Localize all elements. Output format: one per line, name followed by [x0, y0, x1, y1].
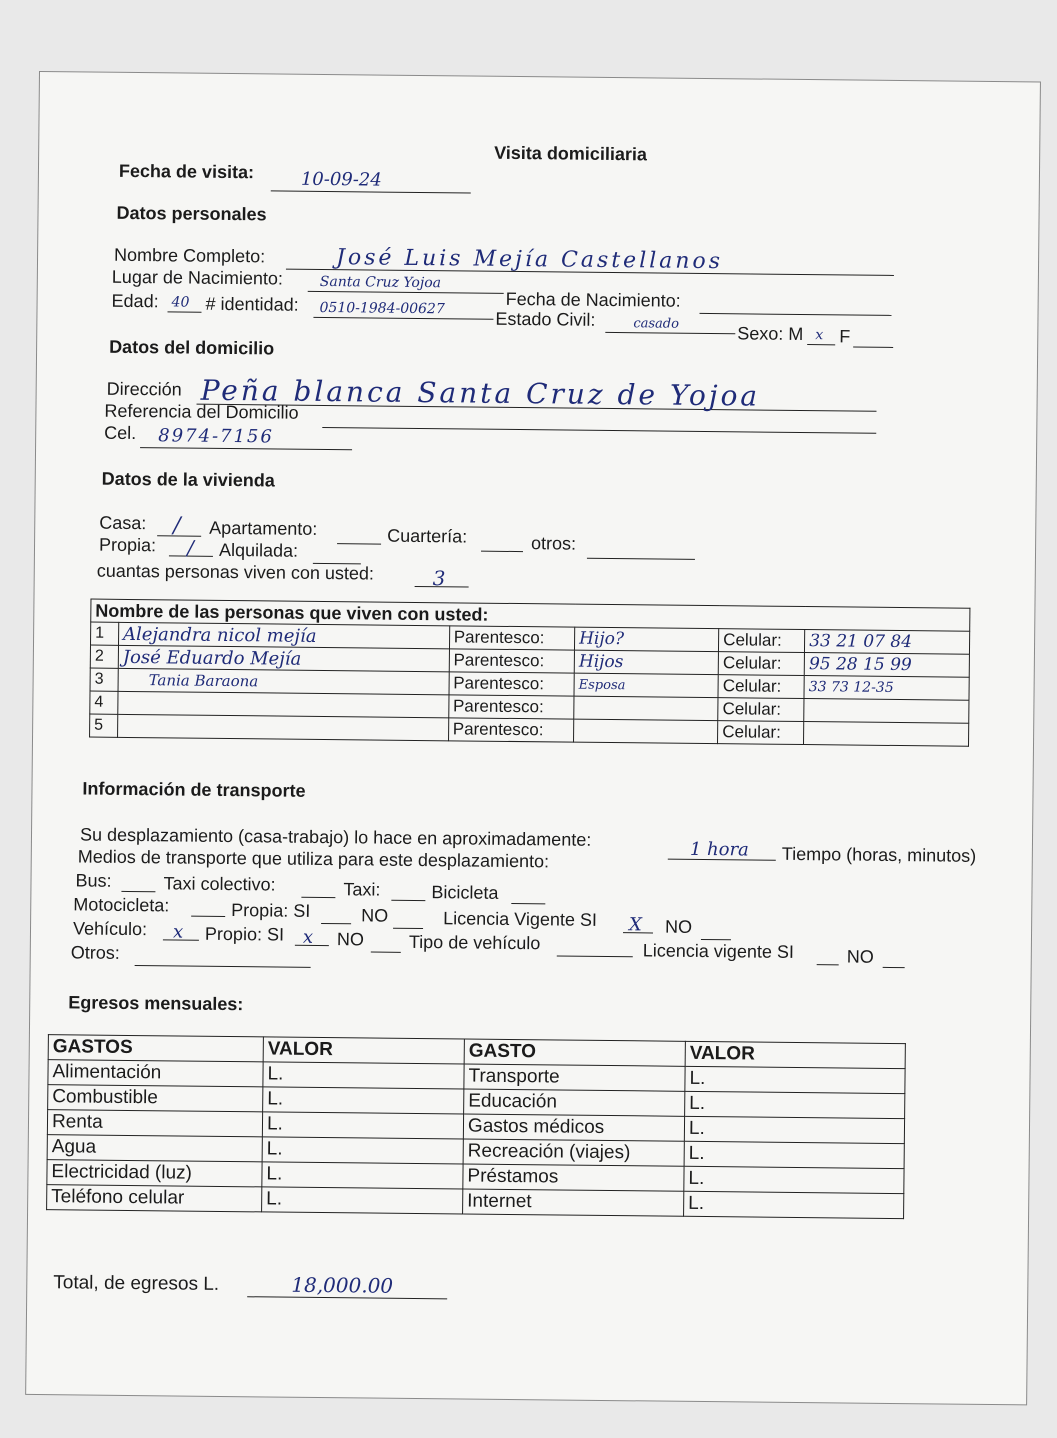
- expense-item: Transporte: [464, 1064, 685, 1091]
- taxi-col-line: [301, 879, 335, 898]
- expenses-heading: Egresos mensuales:: [68, 992, 244, 1015]
- house-label: Casa:: [99, 512, 147, 534]
- others-line: [587, 540, 695, 560]
- transport-others-label: Otros:: [70, 942, 120, 963]
- birthdate-line: [700, 297, 892, 316]
- form-sheet: [26, 72, 1040, 1404]
- moto-own-line: [321, 905, 351, 924]
- others-label: otros:: [530, 533, 577, 554]
- expense-item: Renta: [47, 1110, 262, 1137]
- visit-date-label: Fecha de visita:: [118, 160, 255, 183]
- resident-phone: [804, 722, 969, 747]
- commute-unit: Tiempo (horas, minutos): [781, 843, 977, 866]
- relation-label: Parentesco:: [448, 695, 574, 719]
- vehicle-own-mark: x: [302, 926, 314, 948]
- expense-value: L.: [263, 1087, 464, 1114]
- id-line: [313, 299, 493, 320]
- vehicle-type-label: Tipo de vehículo: [408, 931, 541, 954]
- expense-item: Educación: [464, 1089, 685, 1116]
- license-label: Licencia Vigente SI: [443, 908, 598, 930]
- expenses-table: [46, 1034, 906, 1219]
- taxi-line: [391, 882, 425, 901]
- id-label: # identidad:: [205, 293, 299, 315]
- row-number: 3: [90, 668, 118, 691]
- commute-line: [668, 839, 776, 861]
- expense-value: L.: [685, 1066, 905, 1093]
- col-gasto: GASTO: [464, 1039, 685, 1066]
- vehicle-license-no-line: [883, 949, 905, 968]
- relation-label: Parentesco:: [449, 649, 575, 673]
- row-number: 5: [90, 714, 118, 737]
- relation-label: Parentesco:: [448, 718, 574, 742]
- celular-label: Celular:: [718, 652, 804, 676]
- vehicle-no-line: [371, 934, 401, 953]
- own-mark: /: [186, 535, 194, 560]
- age-value: 40: [171, 294, 190, 311]
- house-mark: /: [173, 513, 181, 539]
- celular-label: Celular:: [718, 721, 804, 745]
- people-value: 3: [432, 566, 446, 591]
- resident-relation: [574, 719, 718, 744]
- bike-line: [511, 885, 545, 904]
- celular-label: Celular:: [718, 675, 804, 699]
- birthplace-value: Santa Cruz Yojoa: [319, 273, 442, 292]
- moto-no-line: [393, 910, 423, 929]
- vehicle-label: Vehículo:: [72, 918, 148, 940]
- address-value: Peña blanca Santa Cruz de Yojoa: [200, 373, 761, 413]
- name-line: [286, 245, 894, 276]
- bus-line: [121, 873, 155, 892]
- civil-line: [605, 314, 735, 334]
- reference-label: Referencia del Domicilio: [104, 400, 299, 423]
- vehicle-own-line: [295, 927, 329, 946]
- house-line: [157, 513, 201, 539]
- room-label: Cuartería:: [387, 525, 468, 547]
- vehicle-mark: x: [172, 921, 184, 943]
- age-line: [167, 293, 201, 312]
- relation-label: Parentesco:: [449, 626, 575, 650]
- expense-value: L.: [685, 1091, 905, 1118]
- moto-line: [191, 898, 225, 917]
- name-value: José Luis Mejía Castellanos: [335, 245, 724, 275]
- moto-no-label: NO: [361, 905, 389, 926]
- expense-item: Gastos médicos: [463, 1114, 684, 1141]
- transport-heading: Información de transporte: [82, 778, 306, 801]
- vehicle-line: [163, 921, 199, 943]
- expense-item: Electricidad (luz): [47, 1160, 262, 1187]
- id-value: 0510-1984-00627: [319, 299, 445, 318]
- address-label: Dirección: [106, 378, 182, 400]
- housing-heading: Datos de la vivienda: [101, 468, 275, 491]
- phone-line: [140, 425, 352, 450]
- expense-value: L.: [262, 1112, 463, 1139]
- commute-value: 1 hora: [689, 838, 749, 861]
- expense-item: Recreación (viajes): [463, 1139, 684, 1166]
- taxi-col-label: Taxi colectivo:: [163, 873, 276, 895]
- total-value: 18,000.00: [291, 1272, 394, 1298]
- resident-relation: [574, 696, 718, 721]
- moto-label: Motocicleta:: [73, 894, 170, 916]
- vehicle-own-label: Propio: SI: [204, 923, 285, 945]
- reference-line: [322, 407, 876, 434]
- expense-value: L.: [262, 1187, 463, 1214]
- license-no-label: NO: [664, 916, 693, 937]
- vehicle-license-line: [817, 946, 839, 965]
- total-label: Total, de egresos L.: [53, 1272, 220, 1295]
- expense-item: Teléfono celular: [47, 1185, 262, 1212]
- expense-item: Préstamos: [463, 1164, 684, 1191]
- expense-item: Combustible: [48, 1085, 263, 1112]
- license-mark: X: [628, 914, 643, 936]
- commute-label: Su desplazamiento (casa-trabajo) lo hace en aproximadamente:: [79, 824, 592, 850]
- resident-name: José Eduardo Mejía: [118, 645, 449, 671]
- expense-value: L.: [684, 1116, 904, 1143]
- vehicle-license-no-label: NO: [846, 946, 874, 967]
- birthdate-label: Fecha de Nacimiento:: [505, 288, 681, 311]
- people-label: cuantas personas viven con usted:: [96, 560, 375, 584]
- sex-m-line: [807, 326, 835, 345]
- own-label: Propia:: [98, 534, 157, 556]
- rented-line: [313, 545, 361, 565]
- visit-date-value: 10-09-24: [300, 168, 382, 191]
- apartment-line: [337, 525, 381, 544]
- bike-label: Bicicleta: [431, 882, 499, 903]
- bus-label: Bus:: [75, 870, 112, 891]
- row-number: 2: [90, 645, 118, 668]
- rented-label: Alquilada:: [218, 539, 299, 561]
- birthplace-line: [308, 273, 504, 294]
- expense-value: L.: [684, 1141, 904, 1168]
- resident-relation: Esposa: [574, 673, 718, 698]
- celular-label: Celular:: [719, 629, 805, 653]
- row-number: 1: [91, 622, 119, 645]
- transport-others-line: [135, 947, 311, 968]
- col-valor-2: VALOR: [685, 1041, 905, 1068]
- residents-header: Nombre de las personas que viven con usted:: [91, 599, 970, 631]
- residents-table: [89, 599, 970, 747]
- people-line: [415, 566, 469, 591]
- civil-value: casado: [633, 316, 680, 332]
- relation-label: Parentesco:: [449, 672, 575, 696]
- license-no-line: [701, 921, 731, 940]
- resident-phone: [804, 699, 969, 724]
- moto-own-label: Propia: SI: [231, 900, 311, 921]
- expense-value: L.: [684, 1191, 904, 1218]
- row-number: 4: [90, 691, 118, 714]
- taxi-label: Taxi:: [343, 879, 381, 900]
- name-label: Nombre Completo:: [113, 244, 266, 267]
- resident-name: [118, 691, 449, 717]
- expense-value: L.: [262, 1137, 463, 1164]
- sex-f-line: [853, 329, 893, 348]
- form-title: Visita domiciliaria: [494, 142, 648, 165]
- col-valor-1: VALOR: [263, 1037, 464, 1064]
- vehicle-type-line: [557, 937, 633, 957]
- own-line: [169, 535, 213, 560]
- celular-label: Celular:: [718, 698, 804, 722]
- expense-value: L.: [262, 1162, 463, 1189]
- means-label: Medios de transporte que utiliza para este desplazamiento:: [77, 846, 550, 872]
- visit-date-line: [271, 168, 471, 193]
- expense-item: Agua: [47, 1135, 262, 1162]
- birthplace-label: Lugar de Nacimiento:: [111, 266, 284, 289]
- apartment-label: Apartamento:: [209, 517, 318, 539]
- civil-label: Estado Civil:: [495, 308, 596, 330]
- phone-value: 8974-7156: [158, 425, 275, 448]
- sex-mark: x: [815, 327, 824, 344]
- personal-heading: Datos personales: [116, 202, 267, 225]
- room-line: [481, 533, 523, 552]
- expense-value: L.: [263, 1062, 464, 1089]
- age-label: Edad:: [111, 290, 159, 312]
- resident-phone: 33 73 12-35: [804, 676, 969, 701]
- resident-phone: 33 21 07 84: [805, 630, 970, 655]
- resident-name: Alejandra nicol mejía: [118, 622, 449, 648]
- resident-name: [118, 714, 449, 740]
- expense-value: L.: [684, 1166, 904, 1193]
- expense-item: Alimentación: [48, 1060, 263, 1087]
- resident-relation: Hijos: [574, 650, 718, 675]
- phone-label: Cel.: [104, 422, 137, 444]
- col-gastos: GASTOS: [48, 1035, 263, 1062]
- resident-phone: 95 28 15 99: [804, 653, 969, 678]
- sex-m-label: Sexo: M: [737, 323, 804, 345]
- expense-item: Internet: [463, 1189, 684, 1216]
- total-line: [247, 1272, 447, 1299]
- sex-f-label: F: [839, 326, 851, 347]
- resident-relation: Hijo?: [575, 627, 719, 652]
- domicile-heading: Datos del domicilio: [109, 336, 275, 359]
- license-line: [623, 914, 653, 936]
- resident-name: Tania Baraona: [118, 668, 449, 694]
- vehicle-no-label: NO: [336, 929, 365, 950]
- vehicle-license-label: Licencia vigente SI: [642, 940, 795, 962]
